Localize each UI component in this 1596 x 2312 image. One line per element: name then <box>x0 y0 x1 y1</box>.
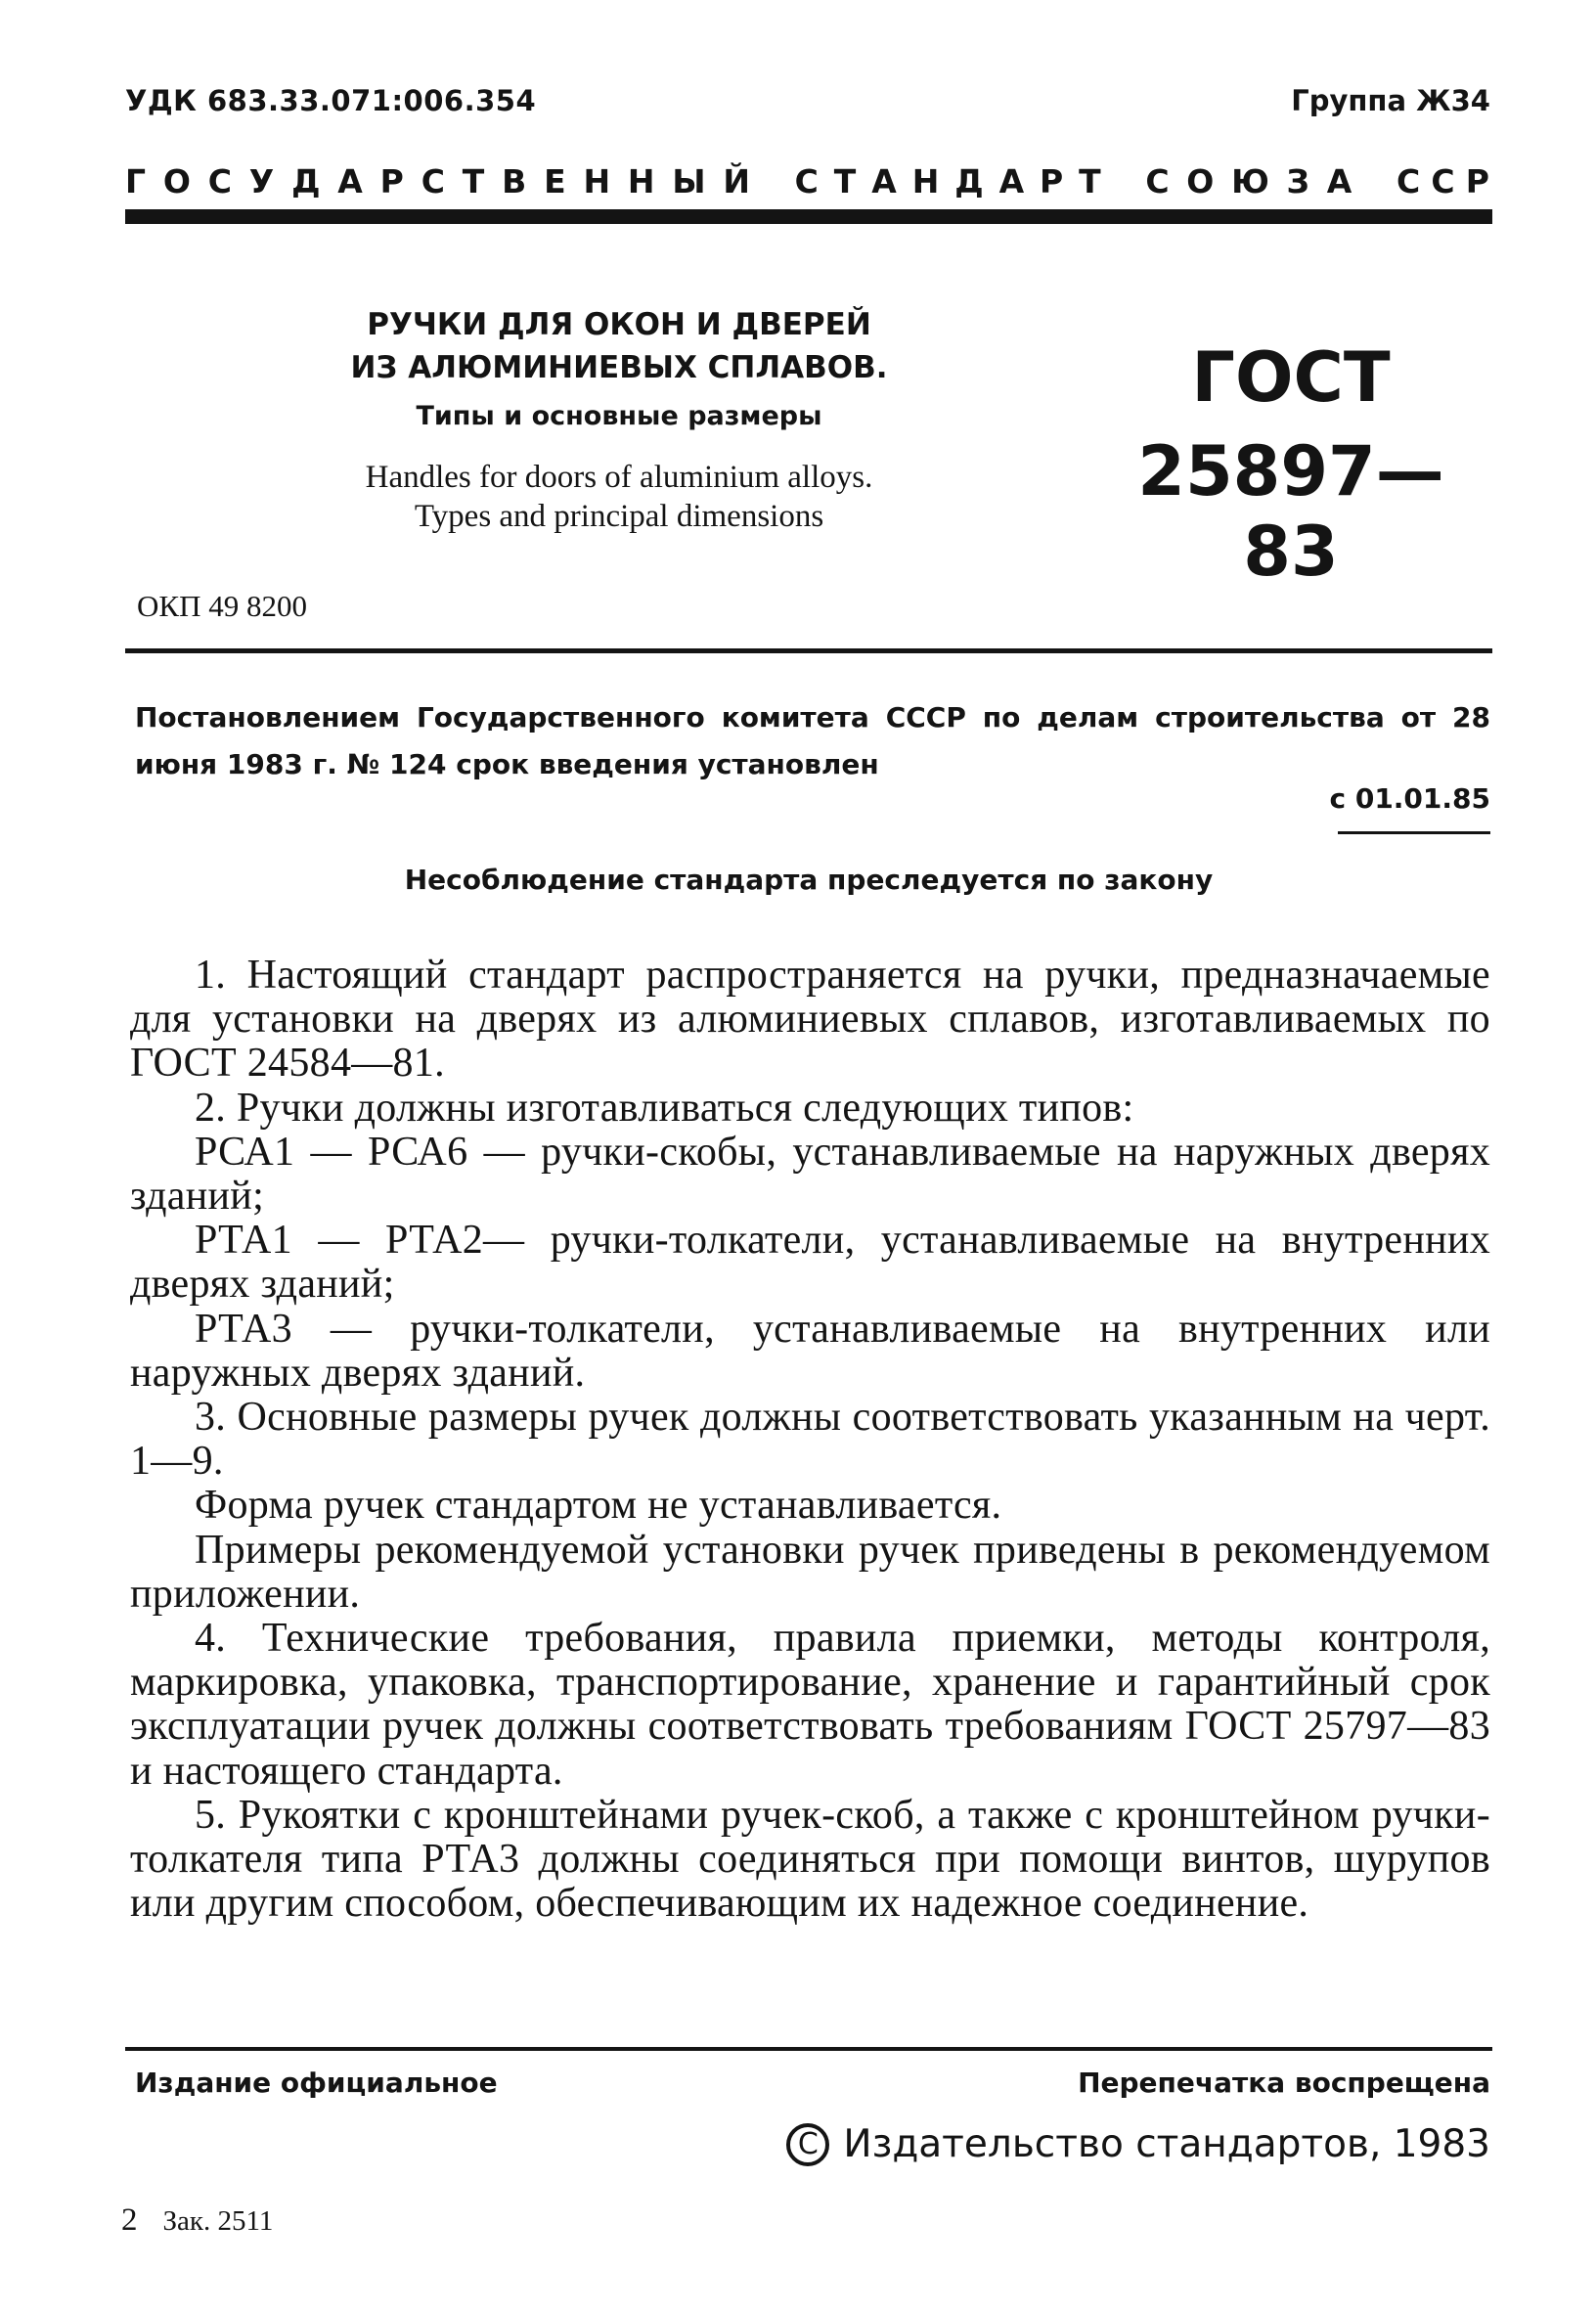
publisher-name: Издательство стандартов, 1983 <box>843 2122 1490 2166</box>
effective-date: с 01.01.85 <box>1329 782 1490 815</box>
effective-date-rule <box>1338 831 1490 834</box>
state-title-word-2: С Т А Н Д А Р Т <box>794 162 1102 200</box>
okp-code: ОКП 49 8200 <box>137 589 307 623</box>
publisher-line <box>786 2122 1490 2166</box>
paragraph-2: 2. Ручки должны изготавливаться следующих типов: <box>195 1085 1134 1131</box>
legal-warning: Несоблюдение стандарта преследуется по закону <box>404 864 1214 896</box>
official-edition: Издание официальное <box>135 2067 498 2099</box>
header-rule <box>125 209 1492 224</box>
title-ru-line-1: РУЧКИ ДЛЯ ОКОН И ДВЕРЕЙ <box>367 307 871 342</box>
paragraph-4: 4. Технические требования, правила приемки, методы контроля, маркировка, упаковка, транспортирование, хранение и гарантийный срок эксплуатации ручек должны соответствовать требованиям ГОСТ 25797—83 и настоящего стандарта. <box>130 1616 1490 1794</box>
paragraph-examples: Примеры рекомендуемой установки ручек приведены в рекомендуемом приложении. <box>130 1527 1490 1617</box>
gost-number: 25897—83 <box>1137 431 1444 592</box>
decree-text: Постановлением Государственного комитета СССР по делам строительства от 28 июня 1983 г. № 124 срок введения установлен <box>135 701 1490 780</box>
gost-designation <box>1095 337 1486 592</box>
paragraph-rsa: РСА1 — РСА6 — ручки-скобы, устанавливаемые на наружных дверях зданий; <box>130 1129 1490 1220</box>
order-number: Зак. 2511 <box>162 2205 274 2237</box>
page-number: 2 <box>121 2202 138 2238</box>
state-title-word-4: С С Р <box>1396 162 1490 200</box>
state-title-word-3: С О Ю З А <box>1145 162 1353 200</box>
paragraph-1: 1. Настоящий стандарт распространяется на ручки, предназначаемые для установки на дверях из алюминиевых сплавов, изготавливаемых по ГОСТ 24584—81. <box>130 953 1490 1087</box>
group-code: Группа Ж34 <box>1291 84 1490 117</box>
order-line <box>121 2202 273 2239</box>
title-block <box>272 303 966 536</box>
paragraph-rta1: РТА1 — РТА2— ручки-толкатели, устанавливаемые на внутренних дверях зданий; <box>130 1218 1490 1308</box>
state-standard-title <box>125 162 1490 200</box>
title-en-line-2: Types and principal dimensions <box>414 499 824 534</box>
subtitle-ru: Типы и основные размеры <box>416 401 822 431</box>
paragraph-5: 5. Рукоятки с кронштейнами ручек-скоб, а также с кронштейном ручки-толкателя типа РТА3 должны соединяться при помощи винтов, шурупов или другим способом, обеспечивающим их надежное соединение. <box>130 1792 1490 1927</box>
paragraph-3: 3. Основные размеры ручек должны соответствовать указанным на черт. 1—9. <box>130 1395 1490 1485</box>
standard-body <box>130 954 1490 1926</box>
reprint-notice: Перепечатка воспрещена <box>1078 2067 1490 2099</box>
copyright-icon: C <box>786 2123 829 2166</box>
gost-label: ГОСТ <box>1191 337 1391 418</box>
state-title-word-1: Г О С У Д А Р С Т В Е Н Н Ы Й <box>125 162 751 200</box>
title-en-line-1: Handles for doors of aluminium alloys. <box>365 460 873 495</box>
paragraph-form: Форма ручек стандартом не устанавливается. <box>195 1483 1002 1529</box>
paragraph-rta3: РТА3 — ручки-толкатели, устанавливаемые на внутренних или наружных дверях зданий. <box>130 1306 1490 1396</box>
title-ru-line-2: ИЗ АЛЮМИНИЕВЫХ СПЛАВОВ. <box>350 350 888 385</box>
footer-rule <box>125 2047 1492 2051</box>
udk-code: УДК 683.33.071:006.354 <box>125 84 537 117</box>
section-rule <box>125 648 1492 653</box>
